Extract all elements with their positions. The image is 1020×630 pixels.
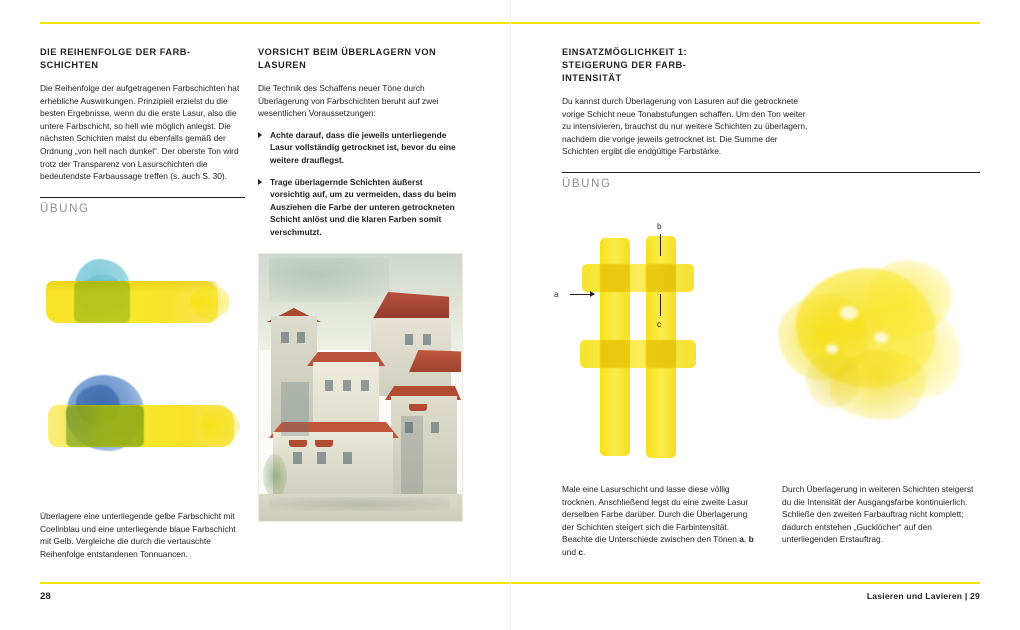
- painting-shadow-left: [281, 382, 309, 436]
- painting-awning: [409, 404, 427, 411]
- column-three: [562, 46, 980, 190]
- column-three-exercise-block: [562, 172, 980, 190]
- splotch-layer-6: [806, 350, 860, 408]
- painting-window: [423, 334, 431, 345]
- column-three-paragraph: Du kannst durch Überlagerung von Lasuren auf die getrocknete vorige Schicht neue Tonabstufungen schaffen. Um den Ton weiter zu intensivieren, brauchst du nur weitere Schichten zu überlagern, nachdem die vorige jeweils getrocknet ist. Die Summe der Schichten ergibt die endgültige Farbstärke.: [562, 96, 808, 157]
- column-three-caption-right: Durch Überlagerung in weiteren Schichten steigerst du die Intensität der Ausgangsfarbe kontinuierlich. Schließe den zweiten Farbauftrag nicht komplett; dadurch entstehen „Gucklöcher“ auf den unterliegenden Erstauftrag.: [782, 484, 974, 545]
- painting-window: [361, 380, 369, 391]
- leader-line-a: [570, 294, 592, 295]
- splotch-gap-3: [826, 344, 838, 354]
- painting-window: [343, 380, 351, 391]
- exercise-label: ÜBUNG: [40, 202, 90, 215]
- caption-part-7: .: [582, 546, 586, 557]
- leader-line-c: [660, 294, 661, 316]
- heading-line-2: SCHICHTEN: [40, 60, 99, 70]
- diagram-label-b: b: [657, 222, 662, 231]
- bullet-text: Trage überlagernde Schichten äußerst vorsichtig auf, um zu vermeiden, dass du beim Ausziehen die Farbe der unteren getrockneten Schicht anlöst und die klaren Farben somit verschmutzt.: [270, 176, 457, 237]
- overlap-green-lower: [66, 405, 144, 447]
- painting-awning: [289, 440, 307, 447]
- splotch-gap-2: [874, 332, 888, 343]
- caption-label-c: c: [578, 546, 583, 557]
- yellow-stripe-lower-tail: [200, 408, 240, 444]
- heading-line-1: EINSATZMÖGLICHKEIT 1:: [562, 47, 688, 57]
- column-one-paragraph: Die Reihenfolge der aufgetragenen Farbschichten hat erhebliche Auswirkungen. Prinzipiell erzielst du die besten Ergebnisse, wenn du die erste Lasur, also die untere Farbschicht, so hell wie möglich anlegst. Die nächsten Schichten malst du ebenfalls gemäß der Ordnung „von hell nach dunkel“. Der oberste Ton wird trotz der Transparenz von Lasurschichten die bedeutendste Farbaussage treffen (s. auch S. 30).: [40, 83, 240, 182]
- overlap-patch-4: [646, 340, 676, 368]
- page-spine: [510, 0, 511, 630]
- yellow-stripe-upper-tail: [190, 285, 230, 319]
- caption-label-b: b: [748, 534, 754, 545]
- heading-line-2: LASUREN: [258, 60, 307, 70]
- painting-window: [317, 452, 326, 464]
- yellow-bar-horizontal-bottom: [580, 340, 696, 368]
- painting-foliage: [263, 454, 287, 498]
- exercise-divider: [40, 197, 245, 198]
- triangle-bullet-icon: [258, 179, 262, 185]
- column-one: [40, 46, 245, 215]
- painting-window: [325, 380, 333, 391]
- splotch-gap-1: [840, 306, 858, 320]
- painting-window: [343, 452, 352, 464]
- column-one-caption: Überlagere eine unterliegende gelbe Farbschicht mit Coelinblau und eine unterliegende blaue Farbschicht mit Gelb. Vergleiche die durch die vertauschte Reihenfolge entstandenen Tonnuancen.: [40, 511, 236, 559]
- column-two-heading: [258, 46, 463, 72]
- heading-line-3: INTENSITÄT: [562, 73, 622, 83]
- watercolor-townscape-painting: [258, 253, 463, 522]
- yellow-bar-horizontal-top: [582, 264, 694, 292]
- overlap-patch-1: [600, 264, 630, 292]
- diagram-label-a: a: [554, 290, 559, 299]
- painting-window: [293, 452, 302, 464]
- bullet-text: Achte darauf, dass die jeweils unterliegende Lasur vollständig getrocknet ist, bevor du eine weitere drauflegst.: [270, 129, 456, 165]
- list-item: [258, 176, 463, 239]
- column-one-exercise-block: [40, 197, 245, 215]
- caption-part-1: Male eine Lasurschicht und lasse diese völlig trocknen. Anschließend legst du eine zweite Lasur derselben Farbe darüber. Durch die Überlagerung der Schichten steigert sich die Farbintensität. Beachte die Unterschiede zwischen den Tönen: [562, 484, 749, 545]
- overlap-patch-2: [646, 264, 676, 292]
- column-two: [258, 46, 463, 248]
- glaze-order-swatches: [40, 253, 245, 503]
- splotch-layer-5: [888, 312, 960, 398]
- page-number-left: 28: [40, 591, 51, 602]
- overlap-green-upper: [74, 281, 130, 323]
- painting-window: [297, 332, 305, 343]
- yellow-stripe-upper-edge: [46, 281, 218, 293]
- diagram-label-c: c: [657, 320, 662, 329]
- column-two-bullet-list: [258, 129, 463, 239]
- arrow-head-icon: [590, 291, 595, 297]
- exercise-divider: [562, 172, 980, 173]
- page-footer-right: Lasieren und Lavieren | 29: [866, 591, 980, 601]
- painting-awning: [315, 440, 333, 447]
- triangle-bullet-icon: [258, 132, 262, 138]
- heading-line-1: DIE REIHENFOLGE DER FARB-: [40, 47, 191, 57]
- column-one-heading: [40, 46, 245, 72]
- painting-window: [405, 422, 413, 433]
- list-item: [258, 129, 463, 167]
- column-three-caption-left: [562, 483, 760, 559]
- painting-window: [405, 334, 413, 345]
- yellow-splotch-artwork: [770, 254, 976, 450]
- caption-label-a: a: [739, 534, 744, 545]
- leader-line-b: [660, 234, 661, 256]
- painting-sky-wash: [269, 258, 389, 302]
- painting-foreground-wash: [269, 497, 449, 511]
- caption-part-5: und: [562, 546, 579, 557]
- caption-part-3: ,: [743, 534, 749, 545]
- column-two-paragraph: Die Technik des Schaffens neuer Töne durch Überlagerung von Farbschichten beruht auf zwei wesentlichen Voraussetzungen:: [258, 83, 439, 119]
- painting-window: [431, 422, 439, 433]
- overlap-patch-3: [600, 340, 630, 368]
- painting-window: [281, 332, 289, 343]
- heading-line-2: STEIGERUNG DER FARB-: [562, 60, 687, 70]
- heading-line-1: VORSICHT BEIM ÜBERLAGERN VON: [258, 47, 437, 57]
- glaze-intensity-diagram: [554, 222, 980, 468]
- column-three-heading: [562, 46, 812, 85]
- exercise-label: ÜBUNG: [562, 177, 612, 190]
